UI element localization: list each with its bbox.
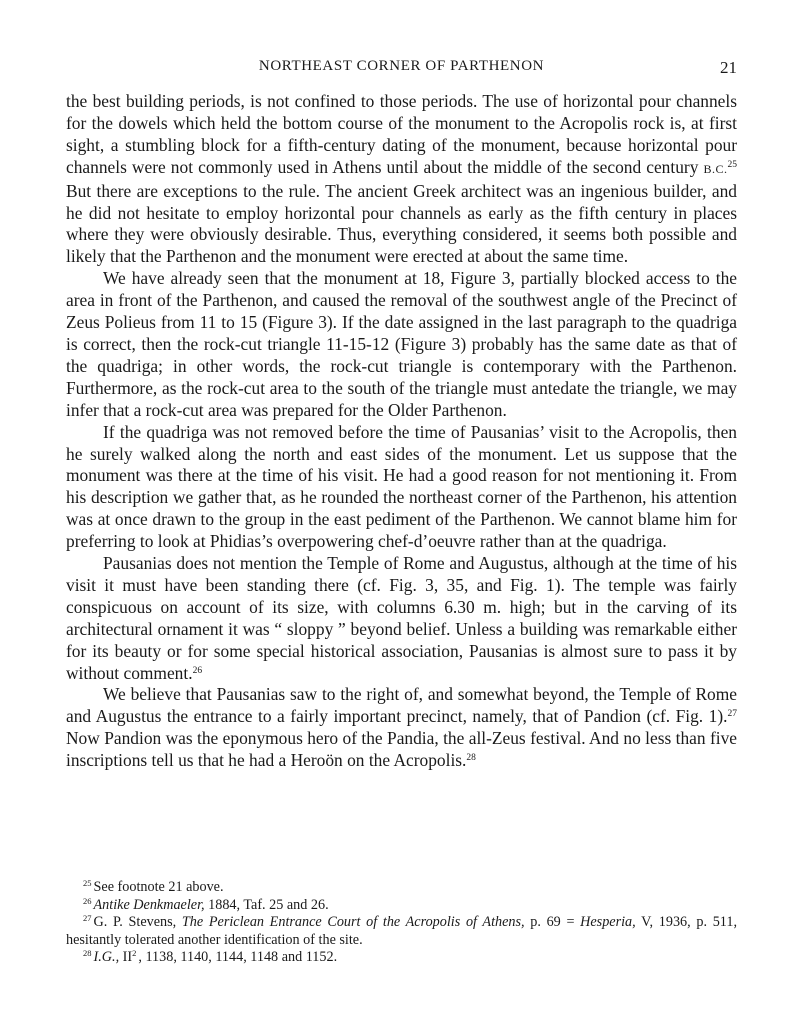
footnote-27 — [66, 914, 737, 949]
body-text — [66, 91, 737, 772]
paragraph-1-rest: But there are exceptions to the rule. The ancient Greek architect was an ingenious builder, and he did not hesitate to employ horizontal pour channels as early as the fifth century in places where they were obviously desirable. Thus, everything considered, it seems both possible and likely that the Parthenon and the monument were erected at about the same time. — [66, 180, 737, 267]
footnote-text: See footnote 21 above. — [93, 879, 224, 895]
paragraph-1-text: the best building periods, is not confined to those periods. The use of horizontal pour channels for the dowels which held the bottom course of the monument to the Acropolis rock is, at first sight, a stumbling block for a fifth-century dating of the monument, because horizontal pour channels were not commonly used in Athens until about the middle of the second century — [66, 91, 737, 177]
footnotes — [66, 879, 737, 967]
paragraph-3-text: If the quadriga was not removed before the time of Pausanias’ visit to the Acropolis, then he surely walked along the north and east sides of the monument. Let us suppose that the monument was there at the time of his visit. He had a good reason for not mentioning it. From his description we gather that, as he rounded the northeast corner of the Parthenon, his attention was at once drawn to the group in the east pediment of the Parthenon. We cannot blame him for preferring to look at Phidias’s overpowering chef-d’oeuvre rather than at the quadriga. — [66, 421, 737, 552]
paragraph-2 — [66, 268, 737, 421]
running-title: NORTHEAST CORNER OF PARTHENON — [258, 58, 545, 74]
page-number: 21 — [720, 58, 737, 77]
page — [66, 0, 737, 1024]
paragraph-5 — [66, 684, 737, 772]
footnote-text: , 1138, 1140, 1144, 1148 and 1152. — [138, 949, 338, 966]
footnote-number: 26 — [83, 895, 92, 906]
footnote-title: I.G., — [93, 949, 120, 966]
footnote-26 — [66, 897, 737, 915]
paragraph-3 — [66, 422, 737, 553]
footnote-text: V, 1936, p. 511, hesitantly tolerated another identification of the site. — [66, 914, 737, 948]
footnote-ref-27[interactable]: 27 — [727, 709, 737, 720]
footnote-title: Antike Denkmaeler, — [93, 896, 205, 913]
footnote-volume: II — [119, 949, 133, 966]
footnote-text: 1884, Taf. 25 and 26. — [204, 896, 329, 913]
footnote-number: 28 — [83, 948, 92, 959]
footnote-ref-26[interactable]: 26 — [192, 665, 203, 676]
running-header — [66, 58, 737, 78]
paragraph-5-rest: Now Pandion was the eponymous hero of the Pandia, the all-Zeus festival. And no less than five inscriptions tell us that he had a Heroön on the Acropolis. — [66, 728, 737, 771]
footnote-number: 25 — [83, 878, 92, 888]
footnote-author: G. P. Stevens, — [93, 914, 182, 931]
footnote-journal: Hesperia, — [580, 914, 636, 931]
paragraph-2-text: We have already seen that the monument at 18, Figure 3, partially blocked access to the area in front of the Parthenon, and caused the removal of the southwest angle of the Precinct of Zeus Polieus from 11 to 15 (Figure 3). If the date assigned in the last paragraph to the quadriga is correct, then the rock-cut triangle 11-15-12 (Figure 3) probably has the same date as that of the quadriga; in other words, the rock-cut triangle is contemporary with the Parthenon. Furthermore, as the rock-cut area to the south of the triangle must antedate the triangle, we may infer that a rock-cut area was prepared for the Older Parthenon. — [66, 268, 737, 420]
footnote-ref-28[interactable]: 28 — [466, 753, 476, 764]
footnote-page: p. 69 = — [524, 914, 581, 931]
paragraph-5-text: We believe that Pausanias saw to the right of, and somewhat beyond, the Temple of Rome and Augustus the entrance to a fairly important precinct, namely, that of Pandion (cf. Fig. 1). — [66, 684, 737, 727]
paragraph-4 — [66, 553, 737, 684]
paragraph-4-text: Pausanias does not mention the Temple of Rome and Augustus, although at the time of his visit it must have been standing there (cf. Fig. 3, 35, and Fig. 1). The temple was fairly conspicuous on account of its size, with columns 6.30 m. high; but in the carving of its architectural ornament it was “ sloppy ” beyond belief. Unless a building was remarkable either for its beauty or for some special historical association, Pausanias is almost sure to pass it by without comment. — [66, 553, 737, 683]
footnote-title: The Periclean Entrance Court of the Acropolis of Athens, — [181, 914, 525, 931]
footnote-ref-25[interactable]: 25 — [727, 159, 737, 170]
paragraph-1 — [66, 91, 737, 268]
footnote-superscript: 2 — [132, 948, 137, 959]
bc-abbreviation: B.C. — [703, 161, 728, 176]
footnote-25 — [66, 879, 737, 897]
footnote-28 — [66, 949, 737, 967]
footnote-number: 27 — [83, 913, 92, 924]
